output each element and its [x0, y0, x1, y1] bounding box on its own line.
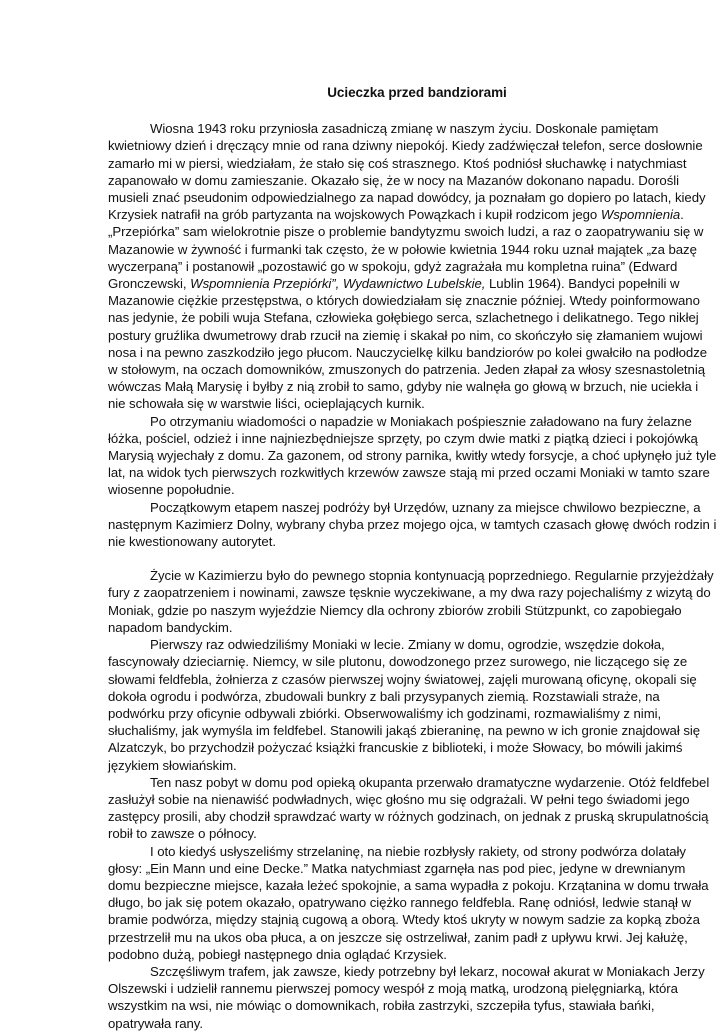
text-run: Początkowym etapem naszej podróży był Urzędów, uznany za miejsce chwilowo bezpieczne, a następnym Kazimierz Dolny, wybrany chyba przez mojego ojca, w tamtych czasach głowę dwóch rodzin i nie kwestionowany autorytet.: [108, 499, 717, 550]
text-run: Lublin 1964). Bandyci popełnili w Mazanowie ciężkie przestępstwa, o których dowiedziałam się znacznie później. Wtedy poinformowano nas jedynie, że pobili wuja Stefana, człowieka gołębiego serca, szlachetnego i delikatnego. Tego nikłej postury gruźlika dwumetrowy drab rzucił na ziemię i skakał po nim, co skończyło się złamaniem wujowi nosa i na pewno zaszkodziło jego płucom. Nauczycielkę kilku bandziorów po kolei gwałciło na podłodze w stołowym, na oczach domowników, zmuszonych do patrzenia. Jeden złapał za włosy szesnastoletnią wówczas Małą Marysię i byłby z nią zrobił to samo, gdyby nie walnęła go głową w brzuch, nie uciekła i nie schowała się w warstwie liści, ocieplających kurnik.: [108, 276, 708, 412]
paragraph: [108, 499, 718, 551]
text-run: Szczęśliwym trafem, jak zawsze, kiedy potrzebny był lekarz, nocował akurat w Moniakach Jerzy Olszewski i udzielił rannemu pierwszej pomocy wespół z moją matką, urodzoną pielęgniarką, która wszystkim na wsi, nie mówiąc o domownikach, robiła zastrzyki, szczepiła tyfus, stawiała bańki, opatrywała rany.: [108, 963, 705, 1031]
document-page: [108, 84, 718, 1032]
text-run: I oto kiedyś usłyszeliśmy strzelaninę, na niebie rozbłysły rakiety, od strony podwórza dolatały głosy: „Ein Mann und eine Decke.” Matka natychmiast zgarnęła nas pod piec, jedyne w drewnianym domu bezpieczne miejsce, kazała leżeć spokojnie, a sama wypadła z pokoju. Krzątanina w domu trwała długo, bo jak się potem okazało, opatrywano ciężko rannego feldfebla. Ranę odniósł, ledwie stanął w bramie podwórza, między stajnią cugową a oborą. Wtedy ktoś ukryty w nowym sadzie za kopką zboża przestrzelił mu na ukos oba płuca, a on jeszcze się ostrzeliwał, zanim padł z upływu krwi. Jej kałużę, podobno dużą, pobiegł następnego dnia oglądać Krzysiek.: [108, 843, 709, 962]
text-run: Pierwszy raz odwiedziliśmy Moniaki w lecie. Zmiany w domu, ogrodzie, wszędzie dokoła, fascynowały dzieciarnię. Niemcy, w sile plutonu, dowodzonego przez surowego, nie liczącego się ze słowami feldfebla, żołnierza z czasów pierwszej wojny światowej, zajęli murowaną oficynę, okopali się dokoła ogrodu i podwórza, zbudowali bunkry z bali przysypanych ziemią. Rozstawiali straże, na podwórku przy oficynie odbywali zbiórki. Obserwowaliśmy ich godzinami, rozmawialiśmy z nimi, słuchaliśmy, jak wymyśla im feldfebel. Stanowili jakąś zbieraninę, na pewno w ich gronie znajdował się Alzatczyk, bo przychodził pożyczać książki francuskie z biblioteki, i może Słowacy, bo mówili jakimś językiem słowiańskim.: [108, 637, 701, 773]
paragraph: [108, 567, 718, 636]
text-run: Wiosna 1943 roku przyniosła zasadniczą zmianę w naszym życiu. Doskonale pamiętam kwietniowy dzień i dręczący mnie od rana dziwny niepokój. Kiedy zadźwięczał telefon, serce dosłownie zamarło mi w piersi, wiedziałam, że stało się coś strasznego. Ktoś podniósł słuchawkę i natychmiast zapanowało w domu zamieszanie. Okazało się, że w nocy na Mazanów dokonano napadu. Dorośli musieli znać pseudonim odpowiedzialnego za napad dowódcy, ja poznałam go dopiero po latach, kiedy Krzysiek natrafił na grób partyzanta na wojskowych Powązkach i kupił rodzicom jego: [108, 121, 706, 223]
document-title: Ucieczka przed bandziorami: [327, 85, 507, 100]
text-run: Ten nasz pobyt w domu pod opieką okupanta przerwało dramatyczne wydarzenie. Otóż feldfebel zasłużył sobie na nienawiść podwładnych, więc głośno mu się odgrażali. W pełni tego świadomi jego zastępcy prosili, aby chodził sprawdzać warty w różnych godzinach, on jednak z pruską skrupulatnością robił to zawsze o północy.: [108, 774, 710, 842]
paragraph-gap: [108, 550, 718, 567]
paragraph: [108, 636, 718, 774]
italic-run: Wspomnienia Przepiórki”, Wydawnictwo Lubelskie,: [190, 276, 486, 292]
text-run: Życie w Kazimierzu było do pewnego stopnia kontynuacją poprzedniego. Regularnie przyjeżdżały fury z zaopatrzeniem i nowinami, zawsze tęsknie wyczekiwane, a my dwa razy pojechaliśmy z wizytą do Moniak, gdzie po naszym wyjeździe Niemcy dla ochrony zbiorów zrobili Stützpunkt, co zapobiegało napadom bandyckim.: [108, 568, 714, 635]
document-body: [108, 120, 718, 1032]
italic-run: Wspomnienia: [600, 207, 681, 223]
paragraph: [108, 963, 718, 1032]
text-run: Po otrzymaniu wiadomości o napadzie w Moniakach pośpiesznie załadowano na fury żelazne łóżka, pościel, odzież i inne najniezbędniejsze sprzęty, po czym dwie matki z piątką dzieci i pokojówką Marysią wyjechały z domu. Za gazonem, od strony parnika, kwitły wtedy forsycje, a choć upłynęło już tyle lat, na widok tych pierwszych rozkwitłych krzewów zawsze stają mi przed oczami Moniaki w tamto szare wiosenne popołudnie.: [108, 413, 717, 498]
paragraph: [108, 120, 718, 412]
text-run: . „Przepiórka” sam wielokrotnie pisze o problemie bandytyzmu swoich ludzi, a raz o zaopatrywaniu się w Mazanowie w żywność i furmanki tak często, że w połowie kwietnia 1944 roku uznał majątek „za bazę wyczerpaną” i postanowił „pozostawić go w spokoju, gdyż zagrażała mu kompletna ruina” (Edward Gronczewski,: [108, 207, 704, 292]
paragraph: [108, 843, 718, 963]
paragraph: [108, 774, 718, 843]
paragraph: [108, 413, 718, 499]
